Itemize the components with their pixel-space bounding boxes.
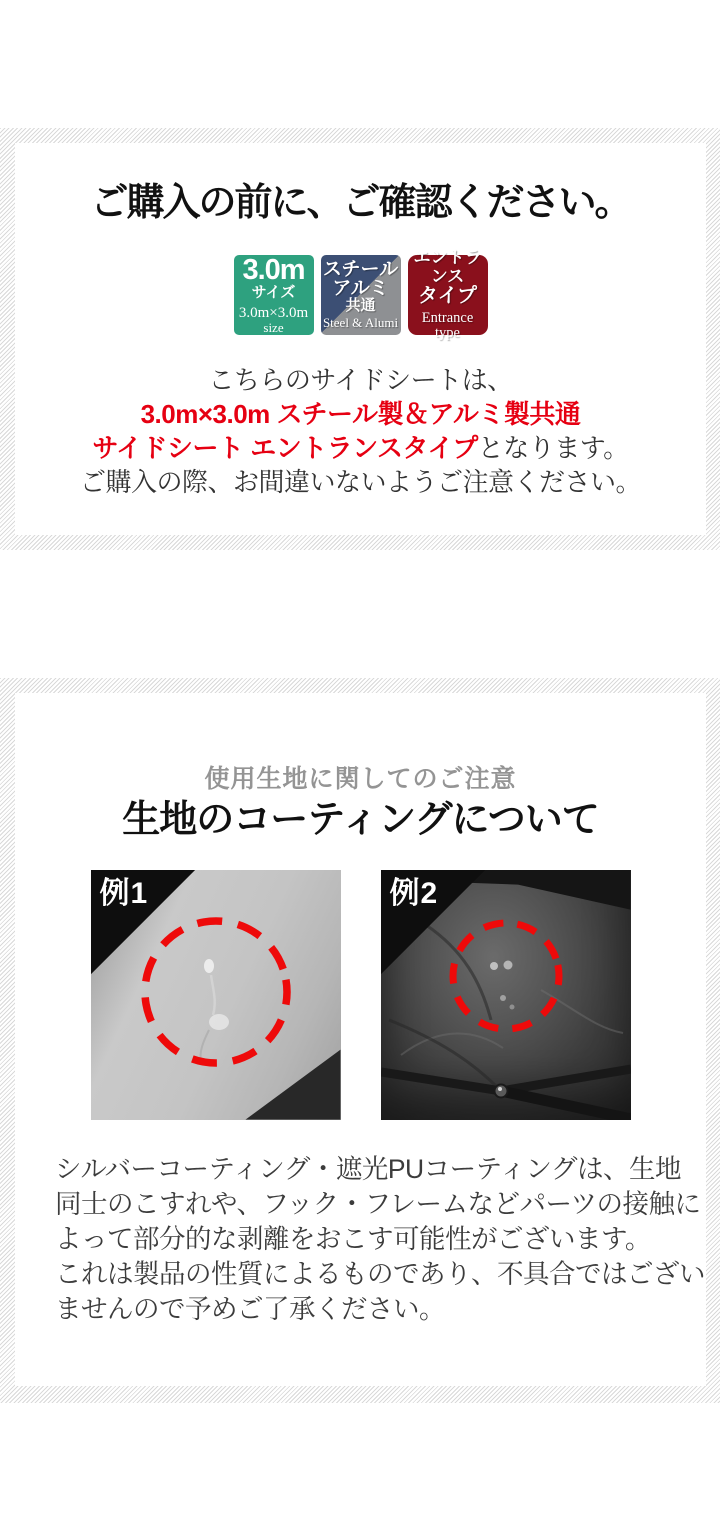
purchase-note-text: [15, 363, 706, 499]
note-line3-highlight: サイドシート エントランスタイプ: [92, 432, 478, 463]
purchase-notice-card: [15, 143, 706, 535]
coating-note-line4: これは製品の性質によるものであり、不具合ではござい: [55, 1258, 705, 1289]
tent-frame-bars: [381, 1069, 631, 1119]
frame-badge-en: Steel & Alumi: [322, 314, 399, 330]
highlight-circle-icon: [443, 913, 569, 1039]
highlight-circle-icon: [133, 909, 298, 1074]
entrance-badge-line1: エントランス: [413, 248, 482, 287]
example-photo-1: [91, 870, 341, 1120]
example-photos-row: [15, 870, 706, 1120]
size-badge-label: サイズ: [251, 283, 296, 301]
striped-frame-top: [0, 128, 720, 550]
entrance-badge-line2: タイプ: [418, 285, 477, 308]
size-badge: [234, 255, 314, 335]
note-line3-plain: となります。: [477, 432, 629, 463]
coating-note-line2: 同士のこすれや、フック・フレームなどパーツの接触に: [55, 1188, 701, 1219]
coating-note-line1: シルバーコーティング・遮光PUコーティングは、生地: [55, 1153, 681, 1184]
entrance-type-badge: [408, 248, 488, 342]
coating-note-text: [15, 1152, 706, 1327]
coating-title: 生地のコーティングについて: [122, 799, 599, 841]
example-photo-2: [381, 870, 631, 1120]
entrance-badge-en: Entrance type: [421, 310, 474, 342]
size-badge-dimensions: 3.0m×3.0m: [238, 304, 309, 321]
coating-notice-card: [15, 693, 706, 1386]
photo2-label: 例2: [389, 876, 439, 910]
coating-note-line3: よって部分的な剥離をおこす可能性がございます。: [55, 1223, 651, 1254]
frame-material-badge: [321, 255, 401, 335]
size-badge-en: size: [263, 319, 284, 335]
coating-subtitle: 使用生地に関してのご注意: [204, 765, 517, 793]
frame-badge-line1: スチール: [322, 258, 399, 280]
frame-badge-line2: アルミ: [332, 277, 389, 299]
photo1-label: 例1: [99, 876, 149, 910]
product-badges-row: [15, 248, 706, 342]
note-line2-highlight: 3.0m×3.0m スチール製＆アルミ製共通: [140, 398, 581, 429]
striped-frame-bottom: [0, 678, 720, 1403]
purchase-notice-title: ご購入の前に、ご確認ください。: [90, 182, 631, 224]
note-line4: ご購入の際、お間違いないようご注意ください。: [79, 466, 641, 497]
note-line1: こちらのサイドシートは、: [208, 364, 513, 395]
size-badge-value: 3.0m: [242, 253, 305, 286]
frame-badge-line3: 共通: [345, 296, 376, 314]
coating-note-line5: ませんので予めご了承ください。: [55, 1293, 445, 1324]
